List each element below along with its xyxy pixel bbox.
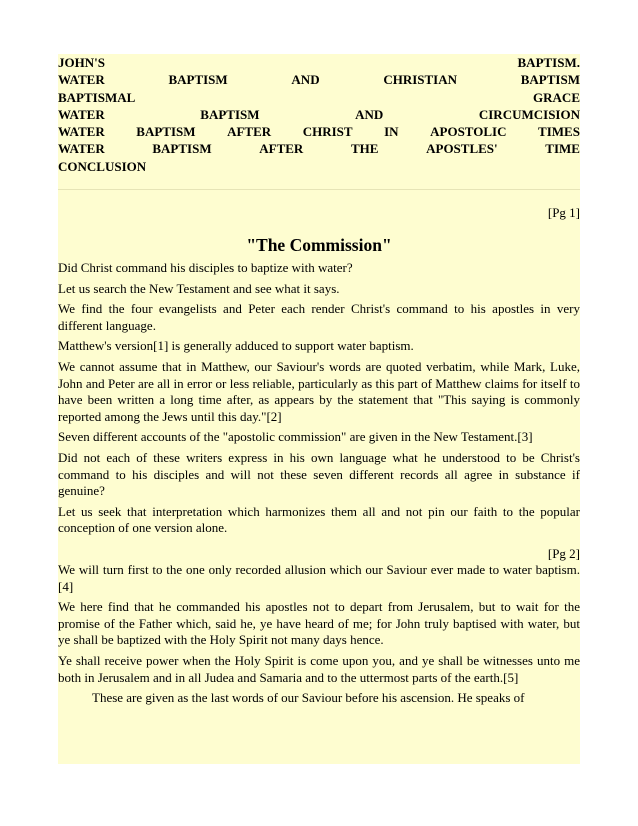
toc-entry[interactable] <box>58 54 580 71</box>
toc-word: TIMES <box>538 124 580 140</box>
table-of-contents <box>58 54 580 175</box>
body-paragraph: We cannot assume that in Matthew, our Saviour's words are quoted verbatim, while Mark, Luke, John and Peter are all in error or less reliable, particularly as this part of Matthew claims for itself to have been written a long time after, as appears by the statement that "This saying is commonly reported among the Jews until this day."[2] <box>58 359 580 424</box>
toc-word: TIME <box>545 141 580 157</box>
section-divider <box>58 189 580 190</box>
toc-entry[interactable] <box>58 140 580 157</box>
toc-word: APOSTLES' <box>426 141 498 157</box>
toc-word: BAPTISMAL <box>58 89 136 105</box>
toc-word: BAPTISM <box>520 72 580 88</box>
toc-word: AND <box>291 72 320 88</box>
toc-word: WATER <box>58 72 105 88</box>
toc-word: BAPTISM <box>152 141 212 157</box>
toc-word: BAPTISM. <box>517 55 580 70</box>
body-paragraph: We will turn first to the one only recorded allusion which our Saviour ever made to water baptism.[4] <box>58 561 580 594</box>
chapter-title: "The Commission" <box>246 235 392 256</box>
toc-entry-conclusion[interactable]: CONCLUSION <box>58 158 147 174</box>
page-marker: [Pg 1] <box>547 205 580 221</box>
body-paragraph: Let us search the New Testament and see what it says. <box>58 280 340 296</box>
body-paragraph: Matthew's version[1] is generally adduced to support water baptism. <box>58 338 414 354</box>
body-paragraph: Did Christ command his disciples to baptize with water? <box>58 260 353 276</box>
toc-word: CHRIST <box>302 124 353 140</box>
toc-word: WATER <box>58 124 105 140</box>
toc-entry[interactable] <box>58 71 580 88</box>
toc-word: GRACE <box>533 89 580 105</box>
toc-entry[interactable] <box>58 106 580 123</box>
body-paragraph: These are given as the last words of our Saviour before his ascension. He speaks of <box>92 690 525 706</box>
body-paragraph: Let us seek that interpretation which harmonizes them all and not pin our faith to the popular conception of one version alone. <box>58 503 580 536</box>
body-paragraph: Did not each of these writers express in his own language what he understood to be Christ's command to his disciples and will not these seven different records all agree in substance if genuine? <box>58 450 580 499</box>
body-paragraph: We find the four evangelists and Peter each render Christ's command to his apostles in very different language. <box>58 301 580 333</box>
toc-word: AND <box>355 106 384 122</box>
toc-entry[interactable] <box>58 123 580 140</box>
toc-entry[interactable] <box>58 89 580 106</box>
body-paragraph: Seven different accounts of the "apostolic commission" are given in the New Testament.[3] <box>58 429 533 445</box>
toc-word: AFTER <box>259 141 304 157</box>
body-paragraph: Ye shall receive power when the Holy Spirit is come upon you, and ye shall be witnesses unto me both in Jerusalem and in all Judea and Samaria and to the uttermost parts of the earth.[5] <box>58 652 580 685</box>
toc-word: IN <box>384 124 399 140</box>
toc-word: JOHN'S <box>58 55 105 70</box>
toc-word: AFTER <box>227 124 272 140</box>
toc-word: BAPTISM <box>168 72 228 88</box>
toc-word: BAPTISM <box>136 124 196 140</box>
page-marker: [Pg 2] <box>547 545 580 561</box>
toc-word: WATER <box>58 106 105 122</box>
toc-word: APOSTOLIC <box>430 124 507 140</box>
toc-word: BAPTISM <box>200 106 260 122</box>
document-page <box>58 54 580 764</box>
toc-word: THE <box>350 141 379 157</box>
body-paragraph: We here find that he commanded his apostles not to depart from Jerusalem, but to wait for the promise of the Father which, said he, ye have heard of me; for John truly baptised with water, but ye shall be baptized with the Holy Spirit not many days hence. <box>58 599 580 648</box>
toc-word: WATER <box>58 141 105 157</box>
toc-word: CHRISTIAN <box>383 72 458 88</box>
toc-word: CIRCUMCISION <box>478 106 580 122</box>
